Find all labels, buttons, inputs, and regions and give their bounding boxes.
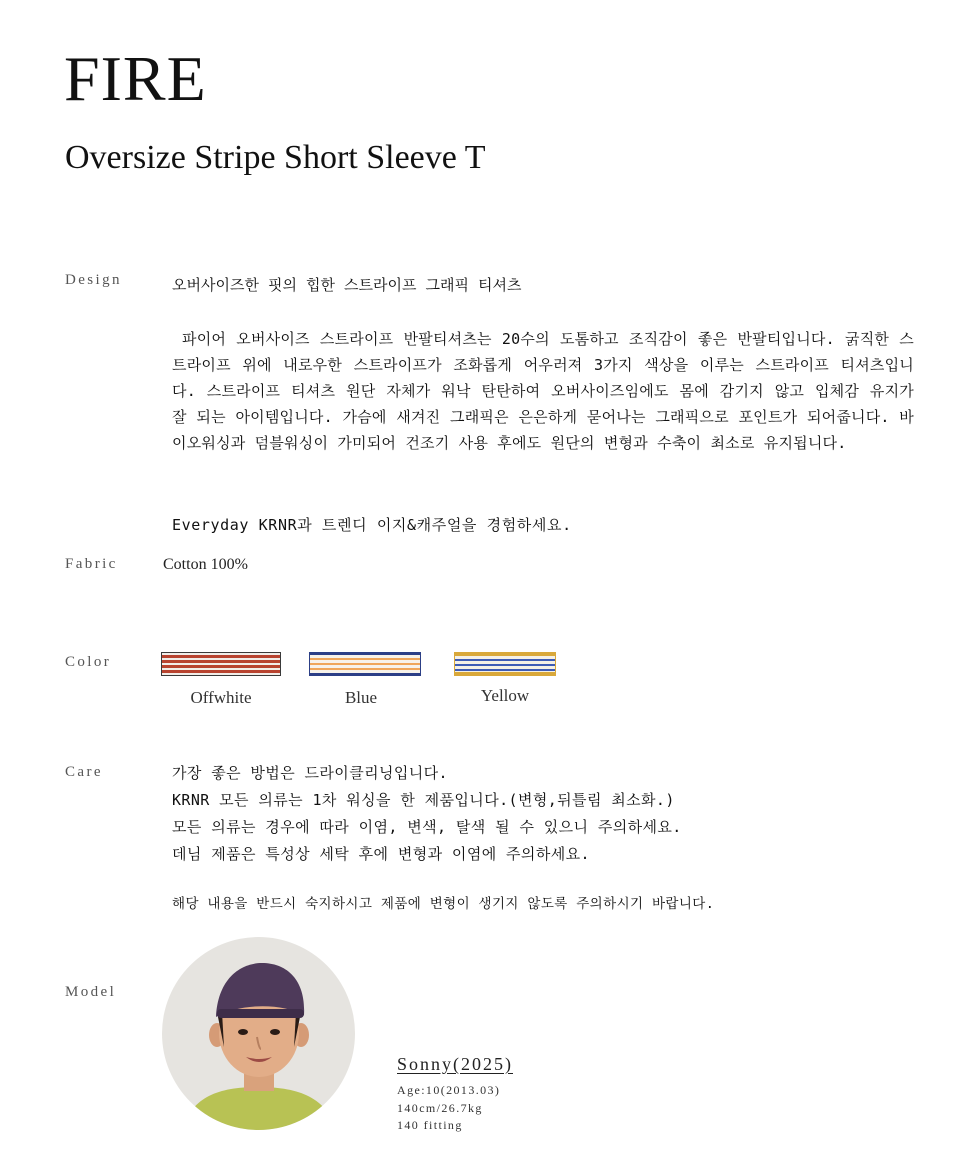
care-line: KRNR 모든 의류는 1차 워싱을 한 제품입니다.(변형,뒤틀림 최소화.) (172, 791, 675, 809)
care-note: 해당 내용을 반드시 숙지하시고 제품에 변형이 생기지 않도록 주의하시기 바랍니다. (172, 896, 715, 912)
color-label: Color (65, 654, 112, 670)
design-label: Design (65, 272, 122, 288)
fabric-value: Cotton 100% (163, 556, 248, 573)
color-name-blue: Blue (344, 688, 378, 707)
model-name: Sonny(2025) (397, 1054, 513, 1074)
design-tagline: Everyday KRNR과 트렌디 이지&캐주얼을 경험하세요. (172, 516, 572, 534)
care-instructions (172, 760, 682, 868)
fabric-label: Fabric (65, 556, 118, 572)
model-label: Model (65, 984, 117, 1000)
color-swatch-yellow[interactable] (454, 652, 556, 676)
stripe-pattern (309, 652, 421, 676)
care-line: 데님 제품은 특성상 세탁 후에 변형과 이염에 주의하세요. (172, 845, 590, 863)
design-description: 파이어 오버사이즈 스트라이프 반팔티셔츠는 20수의 도톰하고 조직감이 좋은 반팔티입니다. 굵직한 스트라이프 위에 내로우한 스트라이프가 조화롭게 어우러져 3가지 색상을 이루는 스트라이프 티셔츠입니다. 스트라이프 티셔츠 원단 자체가 워낙 탄탄하여 오버사이즈임에도 몸에 감기지 않고 입체감 유지가 잘 되는 아이템입니다. 가슴에 새겨진 그래픽은 은은하게 묻어나는 그래픽으로 포인트가 되어줍니다. 바이오워싱과 덤블워싱이 가미되어 건조기 사용 후에도 원단의 변형과 수축이 최소로 유지됩니다. (172, 330, 914, 452)
color-swatch-offwhite[interactable] (161, 652, 281, 676)
color-name-yellow: Yellow (480, 686, 530, 705)
model-fitting: 140 fitting (397, 1118, 463, 1132)
care-label: Care (65, 764, 103, 780)
color-swatch-blue[interactable] (309, 652, 421, 676)
stripe-pattern (161, 652, 281, 676)
model-photo (162, 937, 355, 1130)
color-name-offwhite: Offwhite (190, 688, 252, 707)
care-line: 모든 의류는 경우에 따라 이염, 변색, 탈색 될 수 있으니 주의하세요. (172, 818, 682, 836)
model-age: Age:10(2013.03) (397, 1083, 501, 1097)
care-line: 가장 좋은 방법은 드라이클리닝입니다. (172, 764, 448, 782)
model-size: 140cm/26.7kg (397, 1101, 483, 1115)
stripe-pattern (454, 652, 556, 676)
product-name: Oversize Stripe Short Sleeve T (65, 139, 486, 176)
design-title: 오버사이즈한 핏의 힙한 스트라이프 그래픽 티셔츠 (172, 276, 522, 294)
brand-title: FIRE (64, 43, 207, 114)
